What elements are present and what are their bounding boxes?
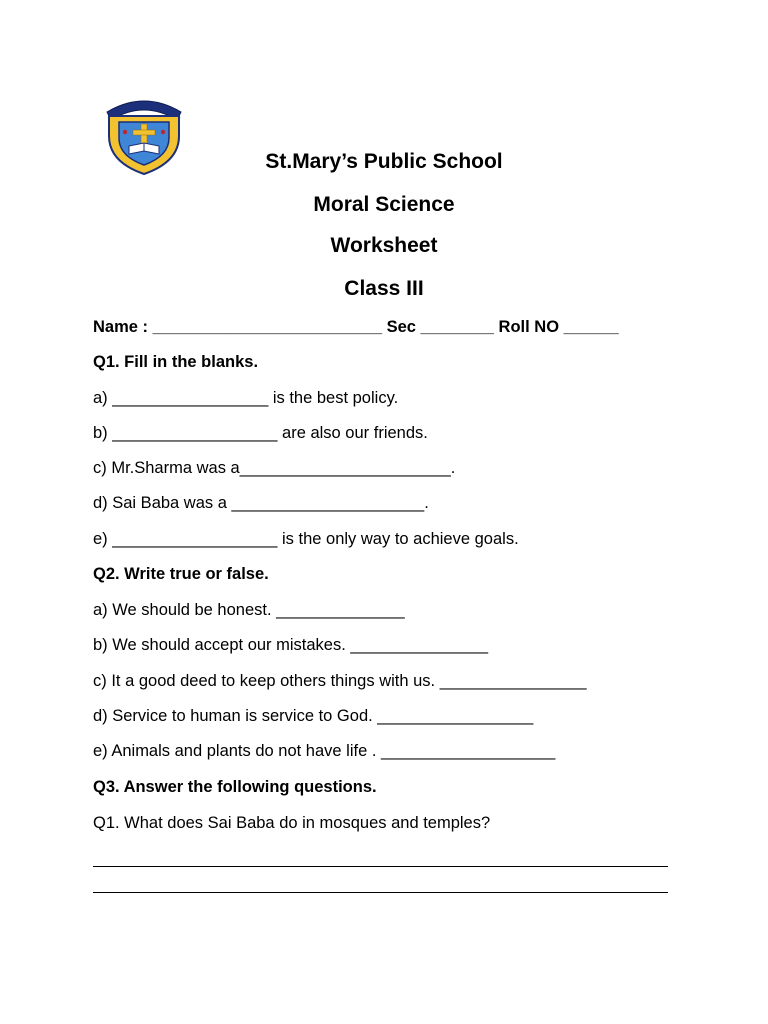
q1-item-a: a) _________________ is the best policy.	[93, 389, 399, 407]
class-label: Class III	[344, 277, 424, 300]
q3-title: Q3. Answer the following questions.	[93, 778, 377, 796]
student-info-line: Name : _________________________ Sec ________ Roll NO ______	[93, 318, 619, 336]
q2-item-e: e) Animals and plants do not have life . ___________________	[93, 742, 556, 760]
answer-line-2	[93, 892, 668, 893]
q2-item-d: d) Service to human is service to God. _________________	[93, 707, 534, 725]
q1-item-d: d) Sai Baba was a _____________________.	[93, 494, 429, 512]
q2-item-c: c) It a good deed to keep others things with us. ________________	[93, 672, 587, 690]
subject-title: Moral Science	[313, 193, 455, 216]
q1-title: Q1. Fill in the blanks.	[93, 353, 259, 371]
q1-item-e: e) __________________ is the only way to achieve goals.	[93, 530, 519, 548]
answer-line-1	[93, 866, 668, 867]
q1-item-b: b) __________________ are also our friends.	[93, 424, 428, 442]
school-name: St.Mary’s Public School	[265, 150, 503, 173]
q3-question-1: Q1. What does Sai Baba do in mosques and temples?	[93, 814, 491, 832]
q2-item-b: b) We should accept our mistakes. _______________	[93, 636, 489, 654]
q2-title: Q2. Write true or false.	[93, 565, 269, 583]
document-type: Worksheet	[330, 234, 438, 257]
q1-item-c: c) Mr.Sharma was a_______________________.	[93, 459, 456, 477]
q2-item-a: a) We should be honest. ______________	[93, 601, 405, 619]
